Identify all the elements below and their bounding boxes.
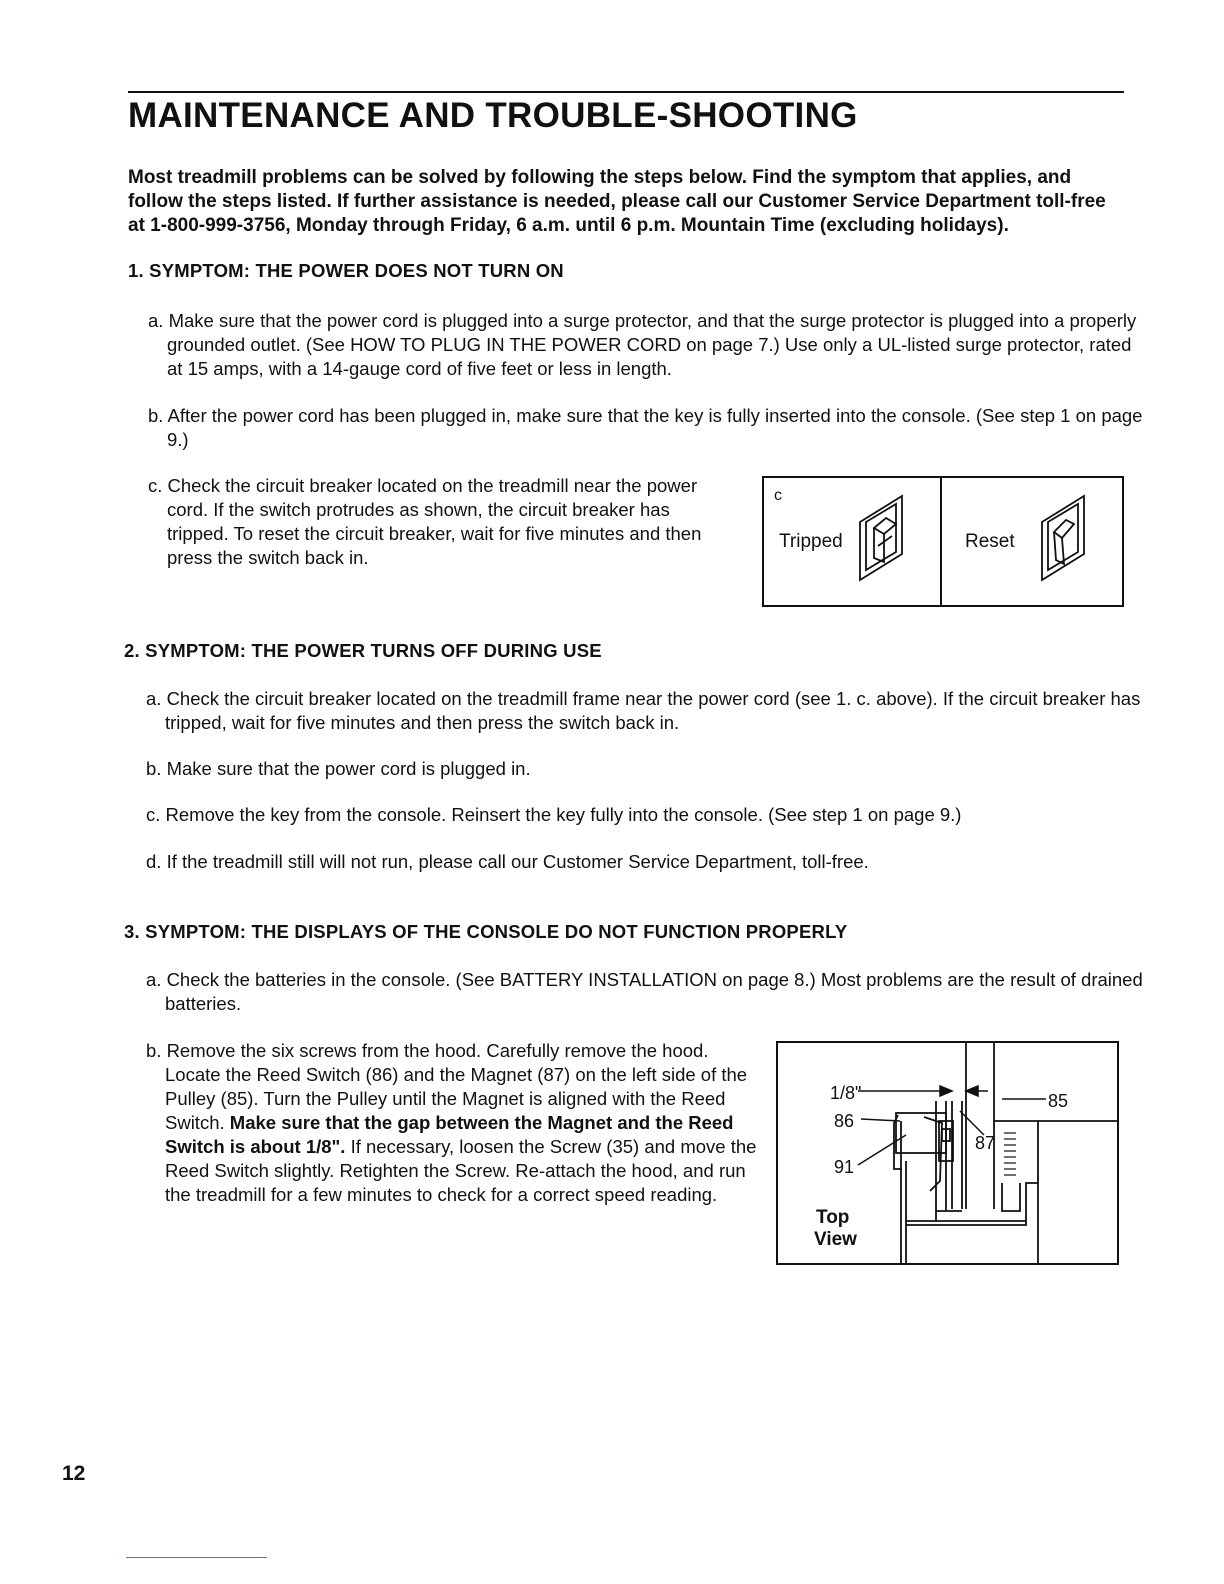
page-title: MAINTENANCE AND TROUBLE-SHOOTING [128,96,858,135]
title-rule [128,91,1124,93]
part-85-label: 85 [1048,1091,1069,1111]
symptom-1-step-b: b. After the power cord has been plugged in, make sure that the key is fully inserted into the console. (See step 1 on page 9.) [148,405,1143,450]
step-b-text-1: b. Remove the six screws from the hood. Carefully remove the hood. Locate the Reed Switch (86) and the Magnet (87) on the left side of the Pulley (85). Turn the Pulley until the Magnet is aligned with the Reed Switch. [146,1040,748,1133]
intro-paragraph: Most treadmill problems can be solved by following the steps below. Find the symptom that applies, and follow the steps listed. If further assistance is needed, please call our Customer Service Department toll-free at 1-800-999-3756, Monday through Friday, 6 a.m. until 6 p.m. Mountain Time (excluding holidays). [128,167,1106,236]
reed-switch-figure [776,1041,1119,1265]
part-91-label: 91 [834,1157,855,1177]
tripped-switch-icon [860,496,902,580]
figure-letter-c: c [774,487,782,504]
symptom-2-step-b: b. Make sure that the power cord is plugged in. [146,758,531,779]
gap-label: 1/8" [830,1083,862,1103]
symptom-2-step-c: c. Remove the key from the console. Reinsert the key fully into the console. (See step 1 on page 9.) [146,804,962,825]
reset-switch-icon [1042,496,1084,580]
symptom-2-heading: 2. SYMPTOM: THE POWER TURNS OFF DURING USE [124,640,602,661]
symptom-2-step-d: d. If the treadmill still will not run, please call our Customer Service Department, toll-free. [146,851,869,872]
symptom-1-step-c: c. Check the circuit breaker located on the treadmill near the power cord. If the switch protrudes as shown, the circuit breaker has tripped. To reset the circuit breaker, wait for five minutes and then press the switch back in. [148,475,702,568]
page-number: 12 [62,1462,86,1485]
part-87-label: 87 [975,1133,996,1153]
part-86-label: 86 [834,1111,855,1131]
symptom-3-heading: 3. SYMPTOM: THE DISPLAYS OF THE CONSOLE DO NOT FUNCTION PROPERLY [124,921,848,942]
pulley-grooves [1004,1133,1016,1175]
symptom-2-step-a: a. Check the circuit breaker located on the treadmill frame near the power cord (see 1. c. above). If the circuit breaker has tripped, wait for five minutes and then press the switch back in. [146,688,1141,733]
circuit-breaker-figure [762,476,1124,607]
view-label-view: View [814,1229,857,1250]
view-label-top: Top [816,1207,850,1228]
footer-line [126,1557,267,1558]
step-b-text-2: If necessary, loosen the Screw (35) and move the Reed Switch slightly. Retighten the Screw. Re-attach the hood, and run the treadmill for a few minutes to check for a correct speed reading. [165,1136,757,1205]
reset-label: Reset [965,531,1015,552]
symptom-3-step-a: a. Check the batteries in the console. (See BATTERY INSTALLATION on page 8.) Most problems are the result of drained batteries. [146,969,1143,1014]
step-b-gap-warning: Make sure that the gap between the Magnet and the Reed Switch is about 1/8". [165,1112,734,1157]
symptom-1-step-a: a. Make sure that the power cord is plugged into a surge protector, and that the surge protector is plugged into a properly grounded outlet. (See HOW TO PLUG IN THE POWER CORD on page 7.) Use only a UL-listed surge protector, rated at 15 amps, with a 14-gauge cord of five feet or less in length. [148,310,1137,379]
pulley-assembly-drawing [894,1042,1118,1264]
symptom-3-step-b [146,1039,765,1207]
symptom-1-heading: 1. SYMPTOM: THE POWER DOES NOT TURN ON [128,260,564,281]
tripped-label: Tripped [779,531,843,552]
